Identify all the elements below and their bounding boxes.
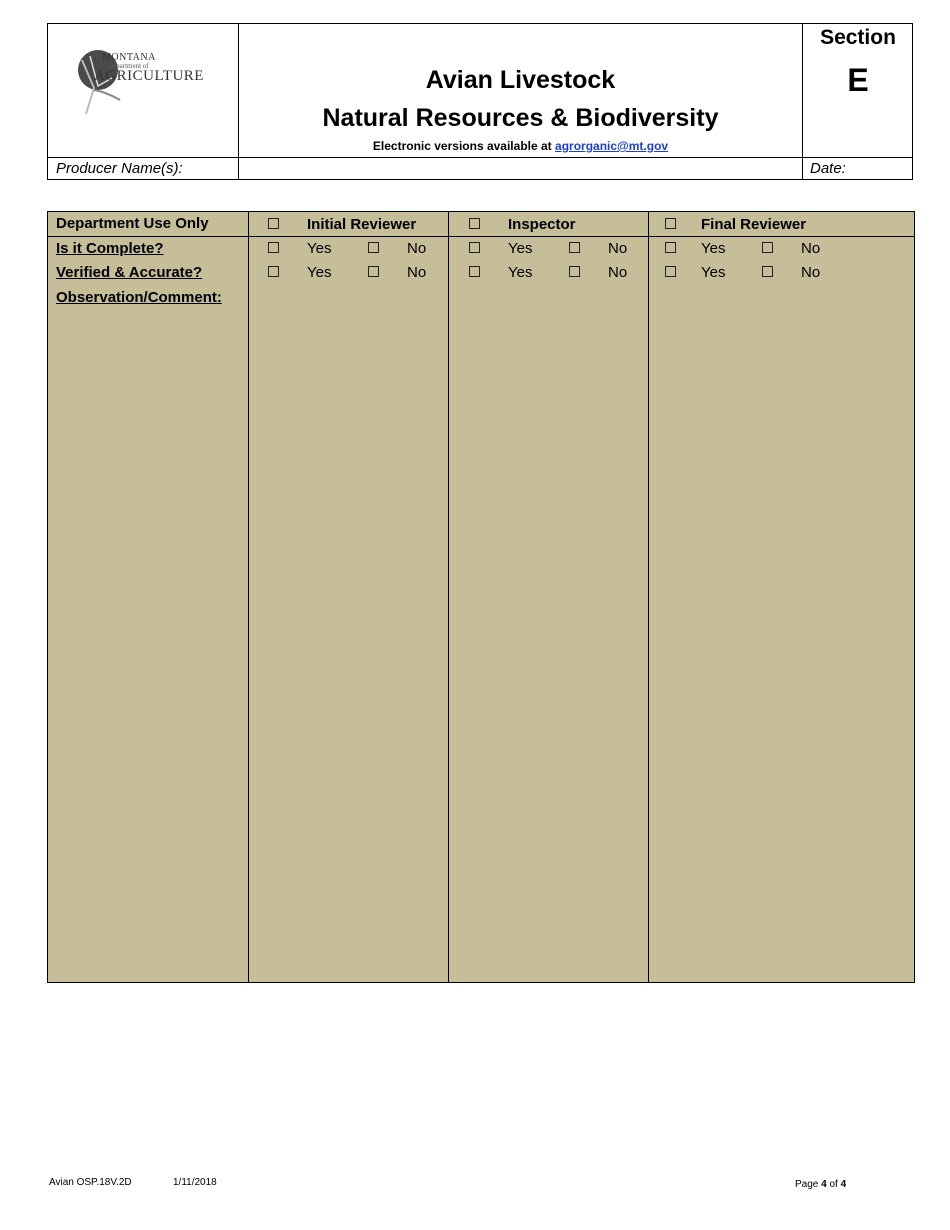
form-id: Avian OSP.18V.2D	[49, 1177, 132, 1188]
initial-complete-yes-checkbox[interactable]	[268, 242, 279, 253]
initial-verified-yes-checkbox[interactable]	[268, 266, 279, 277]
inspector-label: Inspector	[508, 216, 576, 233]
department-use-table	[47, 211, 915, 983]
logo-text-agriculture: AGRICULTURE	[94, 68, 204, 84]
initial-reviewer-label: Initial Reviewer	[307, 216, 417, 233]
inspector-verified-no-checkbox[interactable]	[569, 266, 580, 277]
page-number	[795, 1179, 846, 1190]
inspector-complete-yes-label: Yes	[508, 240, 533, 257]
title-cell	[239, 24, 802, 157]
form-subtitle: Natural Resources & Biodiversity	[322, 104, 719, 132]
final-complete-no-label: No	[801, 240, 821, 257]
verified-accurate-label: Verified & Accurate?	[56, 264, 203, 281]
initial-complete-yes-label: Yes	[307, 240, 332, 257]
page-total: 4	[840, 1179, 847, 1190]
inspector-verified-yes-label: Yes	[508, 264, 533, 281]
section-label: Section	[820, 26, 896, 49]
section-letter: E	[847, 62, 869, 98]
electronic-versions-prefix: Electronic versions available at	[372, 139, 552, 153]
final-verified-no-checkbox[interactable]	[762, 266, 773, 277]
logo-text-montana: MONTANA	[102, 52, 156, 63]
initial-verified-no-checkbox[interactable]	[368, 266, 379, 277]
inspector-complete-no-checkbox[interactable]	[569, 242, 580, 253]
column-divider	[448, 212, 449, 982]
form-date: 1/11/2018	[173, 1177, 217, 1188]
page-prefix: Page	[795, 1179, 819, 1190]
initial-verified-no-label: No	[407, 264, 427, 281]
producer-row	[48, 157, 912, 180]
final-comment-area[interactable]	[650, 288, 912, 980]
final-verified-yes-label: Yes	[701, 264, 726, 281]
final-verified-yes-checkbox[interactable]	[665, 266, 676, 277]
inspector-verified-no-label: No	[608, 264, 628, 281]
date-label: Date:	[802, 158, 912, 180]
is-complete-label: Is it Complete?	[56, 240, 164, 257]
page-of: of	[829, 1179, 838, 1190]
inspector-verified-yes-checkbox[interactable]	[469, 266, 480, 277]
initial-verified-yes-label: Yes	[307, 264, 332, 281]
page-current: 4	[821, 1179, 827, 1190]
email-link[interactable]: agrorganic@mt.gov	[555, 139, 669, 153]
logo-text-department: Department of	[108, 62, 149, 70]
column-divider	[648, 212, 649, 982]
final-reviewer-checkbox[interactable]	[665, 218, 676, 229]
montana-agriculture-logo	[72, 48, 212, 118]
header-table	[47, 23, 913, 180]
section-cell	[802, 24, 913, 157]
final-complete-yes-label: Yes	[701, 240, 726, 257]
producer-name-label: Producer Name(s):	[48, 158, 239, 180]
form-title: Avian Livestock	[425, 66, 616, 94]
final-verified-no-label: No	[801, 264, 821, 281]
initial-complete-no-label: No	[407, 240, 427, 257]
initial-comment-area[interactable]	[250, 288, 446, 980]
electronic-versions-note	[239, 139, 802, 153]
initial-complete-no-checkbox[interactable]	[368, 242, 379, 253]
logo-cell	[48, 24, 239, 157]
initial-reviewer-checkbox[interactable]	[268, 218, 279, 229]
final-reviewer-label: Final Reviewer	[701, 216, 807, 233]
inspector-complete-yes-checkbox[interactable]	[469, 242, 480, 253]
final-complete-no-checkbox[interactable]	[762, 242, 773, 253]
inspector-checkbox[interactable]	[469, 218, 480, 229]
final-complete-yes-checkbox[interactable]	[665, 242, 676, 253]
inspector-comment-area[interactable]	[450, 288, 646, 980]
observation-comment-label: Observation/Comment:	[56, 289, 222, 306]
department-use-title: Department Use Only	[56, 215, 209, 232]
column-divider	[248, 212, 249, 982]
producer-name-field[interactable]	[239, 158, 802, 180]
header-divider	[48, 236, 914, 237]
inspector-complete-no-label: No	[608, 240, 628, 257]
